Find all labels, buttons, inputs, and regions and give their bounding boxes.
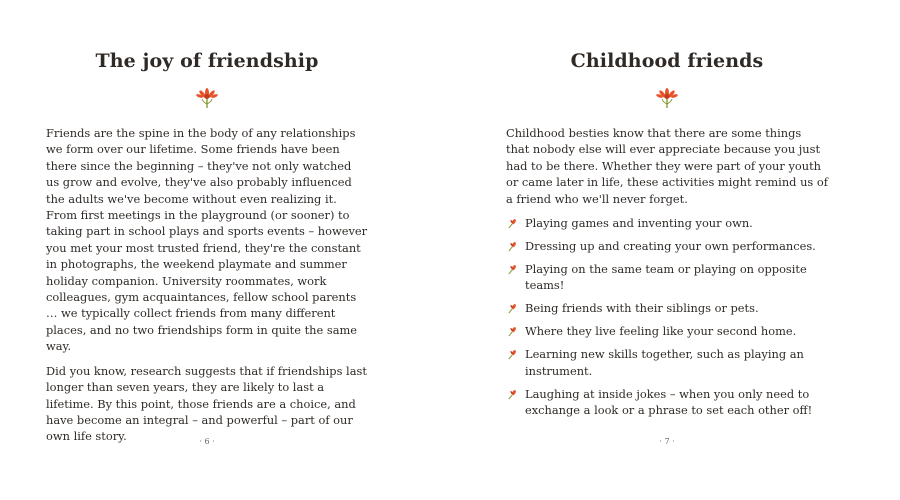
list-item (506, 346, 828, 379)
list-item (506, 215, 828, 231)
flower-icon (655, 85, 679, 109)
list-item-text: Where they live feeling like your second home. (525, 324, 797, 339)
page-number: · 6 · (199, 437, 215, 446)
list-item (506, 261, 828, 294)
list-item-text: Laughing at inside jokes – when you only need to exchange a look or a phrase to set each other off! (525, 386, 813, 418)
page-title: The joy of friendship (95, 50, 319, 72)
page-title: Childhood friends (570, 50, 764, 72)
intro-paragraph: Childhood besties know that there are some things that nobody else will ever appreciate because you just had to be there. Whether they were part of your youth or came later in life, these activities might remind us of a friend who we'll never forget. (506, 126, 828, 206)
paragraph: Friends are the spine in the body of any relationships we form over our lifetime. Some friends have been there since the beginning – they've not only watched us grow and evolve, they've also probably influenced the adults we've become without even realizing it. From first meetings in the playground (or sooner) to taking part in school plays and sports events – however you met your most trusted friend, they're the constant in photographs, the weekend playmate and summer holiday companion. University roommates, work colleagues, gym acquaintances, fellow school parents … we typically collect friends from many different places, and no two friendships form in quite the same way. (46, 126, 368, 354)
flower-icon (195, 85, 219, 109)
flower-bud-icon (507, 218, 518, 229)
list-item (506, 323, 828, 339)
flower-bud-icon (507, 349, 518, 360)
body-text (46, 125, 368, 453)
list-item-text: Learning new skills together, such as playing an instrument. (525, 347, 804, 378)
activity-list (506, 215, 828, 419)
flower-bud-icon (507, 241, 518, 252)
paragraph: Did you know, research suggests that if friendships last longer than seven years, they are likely to last a lifetime. By this point, those friends are a choice, and have become an integral – and powerful – part of our own life story. (46, 363, 367, 444)
list-item-text: Playing on the same team or playing on opposite teams! (525, 262, 807, 293)
list-item-text: Playing games and inventing your own. (525, 216, 753, 231)
list-item (506, 238, 828, 254)
flower-bud-icon (507, 264, 518, 275)
list-item-text: Dressing up and creating your own performances. (525, 239, 816, 254)
list-item (506, 386, 828, 419)
left-page (46, 0, 368, 500)
flower-bud-icon (507, 389, 518, 400)
right-page (506, 0, 828, 500)
list-item-text: Being friends with their siblings or pets. (525, 301, 759, 316)
list-item (506, 300, 828, 316)
flower-bud-icon (507, 303, 518, 314)
page-number: · 7 · (659, 437, 675, 446)
body-text (506, 125, 828, 425)
flower-bud-icon (507, 326, 518, 337)
